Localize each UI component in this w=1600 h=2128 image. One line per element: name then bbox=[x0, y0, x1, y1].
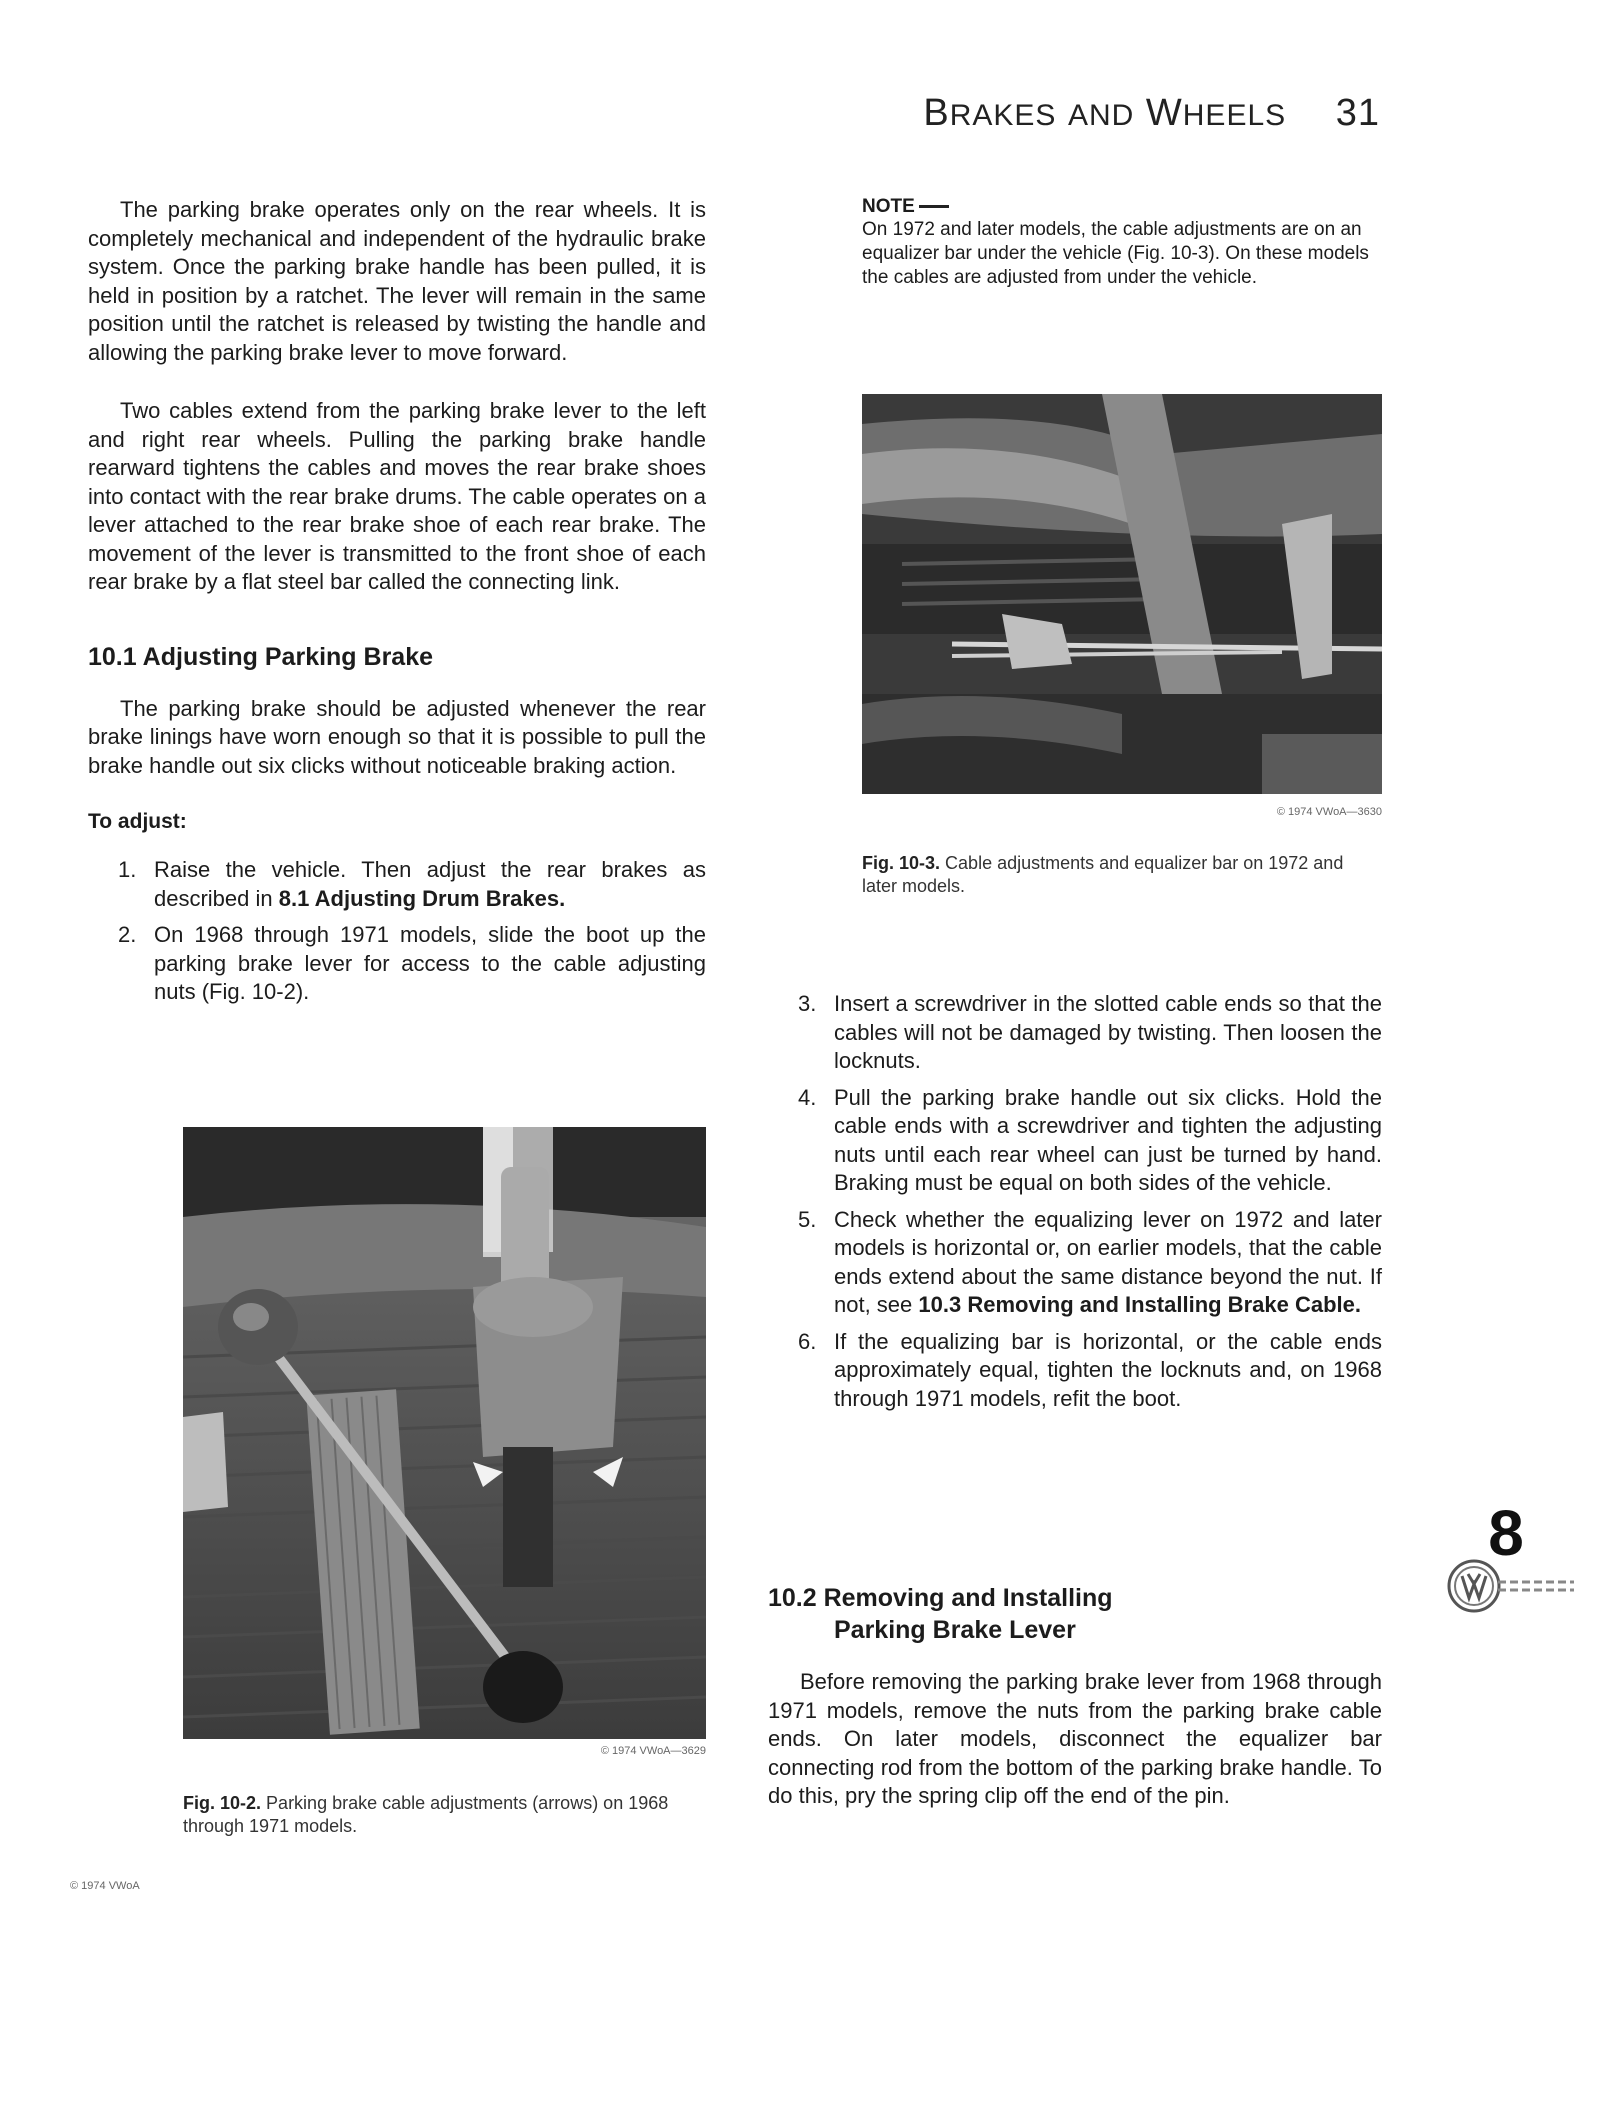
intro-paragraph: The parking brake operates only on the rear wheels. It is completely mechanical and independent of the hydraulic brake system. Once the parking brake handle has been pulled, it is held in position by a ratchet. The lever will remain in the same position until the ratchet is released by twisting the handle and allowing the parking brake lever to move forward. bbox=[88, 197, 706, 365]
figure-10-2-photo bbox=[183, 1127, 706, 1739]
right-column-steps bbox=[768, 990, 1382, 1413]
cables-paragraph: Two cables extend from the parking brake lever to the left and right rear wheels. Pulling the parking brake handle rearward tightens the cables and moves the rear brake shoes into contact with the rear brake drums. The cable operates on a lever attached to the rear brake shoe of each rear brake. The movement of the lever is transmitted to the front shoe of each rear brake by a flat steel bar called the connecting link. bbox=[88, 398, 706, 594]
figure-10-3-caption bbox=[862, 852, 1382, 898]
step-5-reference: 10.3 Removing and Installing Brake Cable. bbox=[918, 1292, 1361, 1317]
vw-logo-icon bbox=[1446, 1556, 1576, 1616]
to-adjust-label: To adjust: bbox=[88, 810, 187, 833]
step-1: 1. Raise the vehicle. Then adjust the rear brakes as described in 8.1 Adjusting Drum Brakes. bbox=[118, 857, 706, 911]
header-title-rest2: HEELS bbox=[1182, 99, 1287, 132]
remove-lever-paragraph: Before removing the parking brake lever from 1968 through 1971 models, remove the nuts from the parking brake cable ends. On later models, disconnect the equalizer bar connecting rod from the bottom of the parking brake handle. To do this, pry the spring clip off the end of the pin. bbox=[768, 1669, 1382, 1808]
step-3: 3. Insert a screwdriver in the slotted cable ends so that the cables will not be damaged by twisting. Then loosen the locknuts. bbox=[798, 991, 1382, 1073]
figure-10-2-caption bbox=[183, 1792, 706, 1838]
figure-10-2-credit: © 1974 VWoA—3629 bbox=[600, 1745, 706, 1757]
step-2: 2. On 1968 through 1971 models, slide the boot up the parking brake lever for access to the cable adjusting nuts (Fig. 10-2). bbox=[118, 922, 706, 1004]
note-rule-icon bbox=[919, 205, 949, 208]
header-title-cap2: W bbox=[1145, 92, 1183, 134]
steps-list-right bbox=[768, 990, 1382, 1413]
step-4: 4. Pull the parking brake handle out six clicks. Hold the cable ends with a screwdriver and tighten the adjusting nuts until each rear wheel can just be turned by hand. Braking must be equal on both sides of the vehicle. bbox=[798, 1084, 1382, 1195]
page-header bbox=[880, 92, 1380, 135]
section-heading-10-1: 10.1 Adjusting Parking Brake bbox=[88, 642, 434, 671]
figure-10-2-label: Fig. 10-2. bbox=[183, 1793, 262, 1813]
step-6: 6. If the equalizing bar is horizontal, or the cable ends approximately equal, tighten the locknuts and, on 1968 through 1971 models, refit the boot. bbox=[798, 1328, 1382, 1411]
chapter-tab-number: 8 bbox=[1488, 1497, 1524, 1569]
note-block bbox=[862, 196, 1382, 290]
figure-10-3-photo bbox=[862, 394, 1382, 794]
left-column bbox=[88, 196, 706, 1007]
note-title: NOTE bbox=[862, 196, 1382, 218]
equalizer-bar-photo-icon bbox=[862, 394, 1382, 794]
section-10-2 bbox=[768, 1582, 1382, 1811]
header-title-rest1: RAKES bbox=[949, 99, 1057, 132]
note-body: On 1972 and later models, the cable adjustments are on an equalizer bar under the vehicle (Fig. 10-3). On these models the cables are adjusted from under the vehicle. bbox=[862, 219, 1369, 288]
figure-10-3-label: Fig. 10-3. bbox=[862, 853, 941, 873]
steps-list-left bbox=[88, 856, 706, 1007]
section-heading-10-2-line1: 10.2 Removing and Installing bbox=[768, 1584, 1113, 1612]
header-title-and: AND bbox=[1067, 99, 1135, 132]
adjust-paragraph: The parking brake should be adjusted whenever the rear brake linings have worn enough so that it is possible to pull the brake handle out six clicks without noticeable braking action. bbox=[88, 695, 706, 778]
section-heading-10-2-line2: Parking Brake Lever bbox=[834, 1616, 1076, 1644]
header-title-cap1: B bbox=[923, 92, 950, 134]
step-1-reference: 8.1 Adjusting Drum Brakes. bbox=[278, 885, 566, 911]
figure-10-3-caption-text: Cable adjustments and equalizer bar on 1972 and later models. bbox=[862, 853, 1344, 896]
figure-10-3-credit: © 1974 VWoA—3630 bbox=[1276, 806, 1382, 818]
figure-10-2-caption-text: Parking brake cable adjustments (arrows) on 1968 through 1971 models. bbox=[183, 1793, 669, 1836]
parking-brake-lever-photo-icon bbox=[183, 1127, 706, 1739]
footer-credit: © 1974 VWoA bbox=[70, 1880, 140, 1892]
step-5: 5. Check whether the equalizing lever on 1972 and later models is horizontal or, on earlier models, that the cable ends extend about the same distance beyond the nut. If not, see 10.3 Removing and Installing Brake Cable. bbox=[798, 1206, 1382, 1317]
page-number: 31 bbox=[1335, 92, 1380, 134]
